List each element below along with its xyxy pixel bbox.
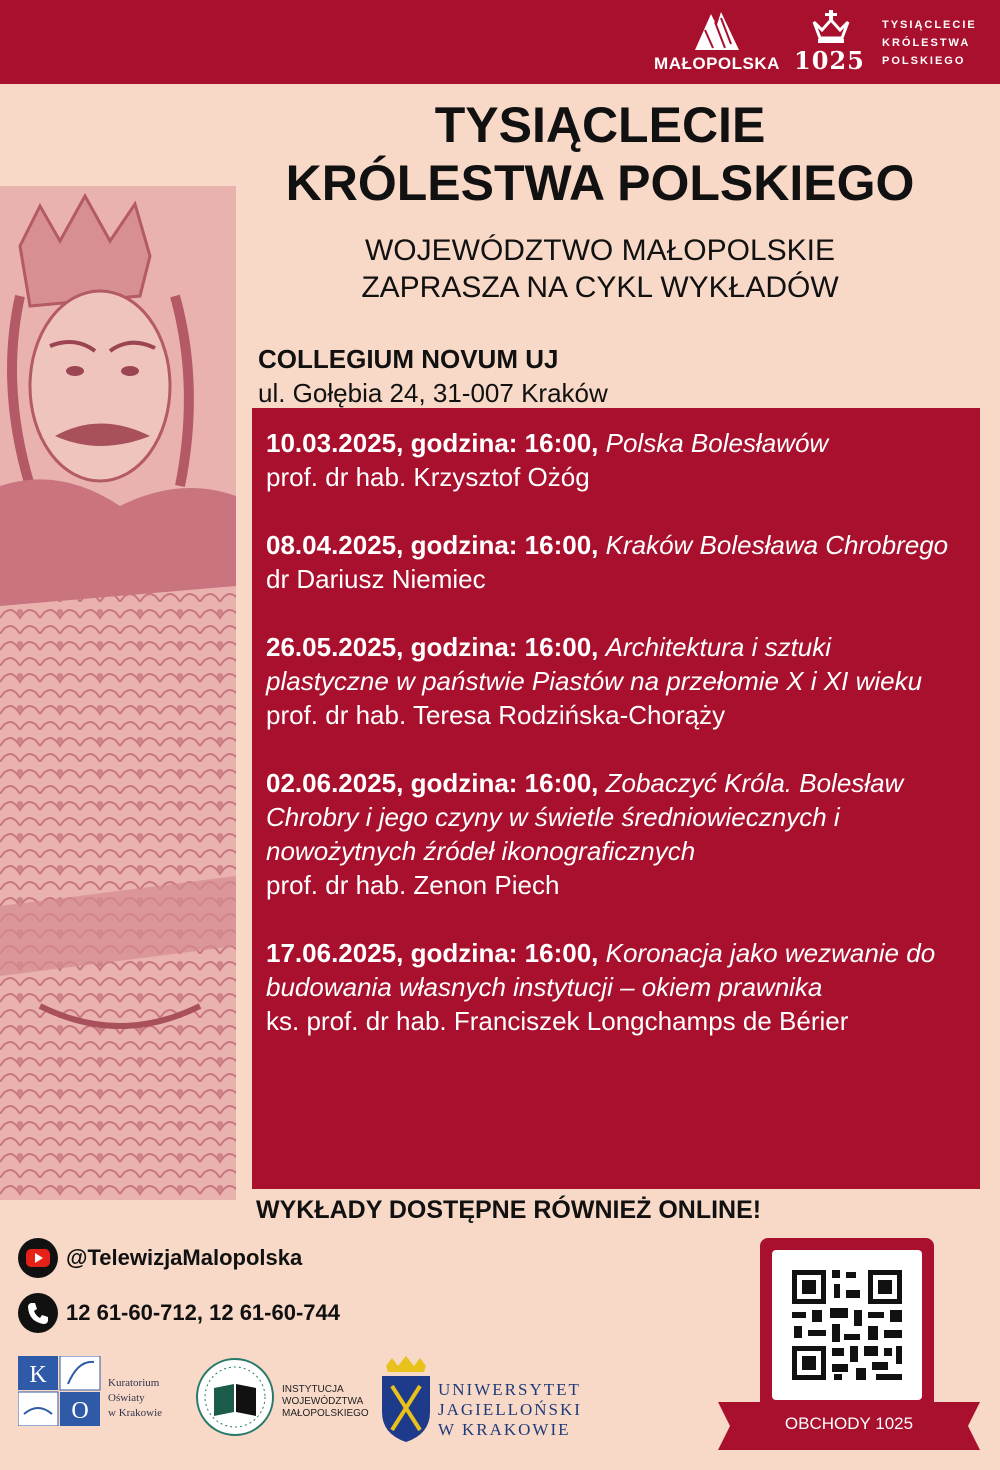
lecture-datetime: 26.05.2025, godzina: 16:00, xyxy=(266,632,599,662)
uj-text xyxy=(438,1380,582,1440)
youtube-icon xyxy=(18,1238,58,1278)
lecture-speaker: dr Dariusz Niemiec xyxy=(266,564,486,594)
venue-info xyxy=(258,342,608,410)
lecture-datetime: 10.03.2025, godzina: 16:00, xyxy=(266,428,599,458)
biblioteka-line: MAŁOPOLSKIEGO xyxy=(282,1408,369,1419)
kuratorium-line: Oświaty xyxy=(108,1392,145,1404)
kingdom-word: TYSIĄCLECIE xyxy=(882,19,977,31)
lecture-speaker: ks. prof. dr hab. Franciszek Longchamps de Bérier xyxy=(266,1006,849,1036)
phone-numbers: 12 61-60-712, 12 61-60-744 xyxy=(66,1300,340,1325)
malopolska-mountains-icon xyxy=(691,8,743,52)
phone-contact xyxy=(18,1293,340,1333)
venue-name: COLLEGIUM NOVUM UJ xyxy=(258,344,559,374)
page-title xyxy=(240,96,960,212)
online-note: WYKŁADY DOSTĘPNE RÓWNIEŻ ONLINE! xyxy=(256,1196,762,1224)
uj-crest-icon xyxy=(378,1356,434,1442)
lecture-datetime: 02.06.2025, godzina: 16:00, xyxy=(266,768,599,798)
ko-letter: O xyxy=(71,1398,89,1424)
malopolska-logo xyxy=(652,8,782,78)
title-line: KRÓLESTWA POLSKIEGO xyxy=(285,155,915,211)
uj-line: W KRAKOWIE xyxy=(438,1420,571,1439)
biblioteka-line: INSTYTUCJA xyxy=(282,1384,344,1395)
lecture-item xyxy=(266,630,960,732)
king-portrait-illustration xyxy=(0,186,236,1200)
lecture-title: Zobaczyć Króla. Bolesław Chrobry i jego czyny w świetle średniowiecznych i nowożytnych źródeł ikonograficznych xyxy=(266,768,904,866)
lecture-item xyxy=(266,426,960,494)
youtube-handle[interactable]: @TelewizjaMalopolska xyxy=(66,1245,303,1270)
kingdom-year: 1025 xyxy=(794,46,865,75)
crown-icon xyxy=(812,10,850,44)
lecture-schedule xyxy=(252,408,980,1189)
kingdom-words xyxy=(882,16,977,70)
youtube-contact[interactable] xyxy=(18,1238,302,1278)
lecture-item xyxy=(266,766,960,902)
pedagogical-library-logo xyxy=(194,1356,276,1438)
page-subtitle xyxy=(240,232,960,306)
partner-logos xyxy=(18,1356,582,1448)
uj-line: UNIWERSYTET xyxy=(438,1380,581,1399)
lecture-title: Koronacja jako wezwanie do budowania własnych instytucji – okiem prawnika xyxy=(266,938,936,1002)
lecture-speaker: prof. dr hab. Krzysztof Ożóg xyxy=(266,462,590,492)
lecture-title: Kraków Bolesława Chrobrego xyxy=(605,530,949,560)
lecture-item xyxy=(266,528,960,596)
top-banner xyxy=(0,0,1000,84)
kingdom-1025-logo xyxy=(792,8,992,78)
malopolska-label: MAŁOPOLSKA xyxy=(654,54,780,73)
kuratorium-line: Kuratorium xyxy=(108,1377,160,1389)
uj-line: JAGIELLOŃSKI xyxy=(438,1400,582,1419)
lecture-datetime: 17.06.2025, godzina: 16:00, xyxy=(266,938,599,968)
qr-code[interactable] xyxy=(772,1250,922,1400)
biblioteka-text xyxy=(282,1384,369,1420)
venue-address: ul. Gołębia 24, 31-007 Kraków xyxy=(258,378,608,408)
lecture-title: Polska Bolesławów xyxy=(605,428,829,458)
subtitle-line: ZAPRASZA NA CYKL WYKŁADÓW xyxy=(361,271,839,304)
kingdom-word: POLSKIEGO xyxy=(882,55,966,67)
lecture-datetime: 08.04.2025, godzina: 16:00, xyxy=(266,530,599,560)
biblioteka-line: WOJEWÓDZTWA xyxy=(282,1396,364,1407)
lecture-speaker: prof. dr hab. Zenon Piech xyxy=(266,870,560,900)
kuratorium-text xyxy=(108,1376,162,1421)
subtitle-line: WOJEWÓDZTWO MAŁOPOLSKIE xyxy=(364,234,836,267)
phone-icon xyxy=(18,1293,58,1333)
qr-caption: OBCHODY 1025 xyxy=(784,1414,914,1433)
ko-letter: K xyxy=(29,1362,47,1388)
lecture-title: Architektura i sztuki plastyczne w państwie Piastów na przełomie X i XI wieku xyxy=(266,632,923,696)
qr-code-icon xyxy=(772,1250,922,1400)
title-line: TYSIĄCLECIE xyxy=(434,97,766,153)
kingdom-word: KRÓLESTWA xyxy=(882,37,971,49)
kuratorium-logo xyxy=(18,1356,102,1426)
lecture-item xyxy=(266,936,960,1038)
kuratorium-line: w Krakowie xyxy=(108,1407,163,1419)
lecture-speaker: prof. dr hab. Teresa Rodzińska-Chorąży xyxy=(266,700,726,730)
